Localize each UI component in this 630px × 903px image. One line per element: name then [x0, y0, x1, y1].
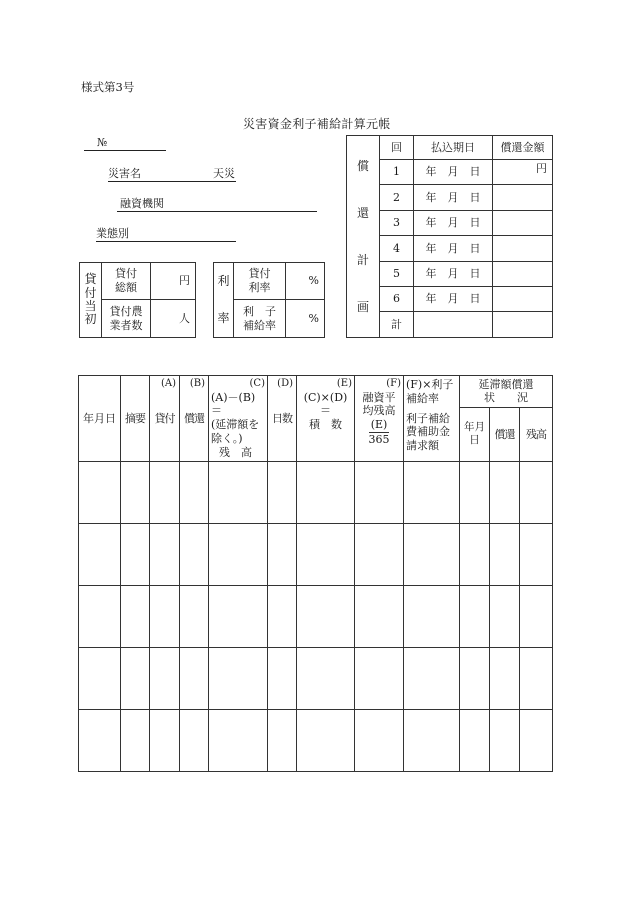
disaster-suffix: 天災	[213, 167, 235, 180]
col-f-denominator: 365	[368, 432, 390, 446]
repay-date: 年 月 日	[414, 262, 493, 287]
institution-label: 融資機関	[120, 197, 164, 210]
repay-date: 年 月 日	[414, 211, 493, 236]
ledger-row	[79, 710, 553, 772]
disaster-label: 災害名	[108, 167, 141, 180]
repay-num: 5	[380, 262, 414, 287]
repay-amount	[493, 262, 553, 287]
form-number: 様式第3号	[81, 80, 135, 94]
repay-num: 2	[380, 185, 414, 211]
repay-amount	[493, 236, 553, 262]
col-h-balance: 残高	[520, 407, 553, 462]
loan-initial-side-label: 貸 付 当 初	[80, 263, 102, 338]
repay-num: 1	[380, 160, 414, 185]
col-header-num: 回	[380, 136, 414, 160]
col-f: (F) 融資平 均残高 (E) 365	[355, 376, 404, 462]
col-f-numerator: (E)	[370, 418, 388, 431]
col-header-date: 払込期日	[414, 136, 493, 160]
repay-num: 4	[380, 236, 414, 262]
ledger-table	[78, 375, 553, 772]
ledger-row	[79, 586, 553, 648]
repay-amount: 円	[493, 160, 553, 185]
repayment-plan-side-label: 償 還 計 画	[347, 136, 380, 338]
col-h-date: 年月日	[460, 407, 490, 462]
loan-total-value: 円	[151, 263, 196, 300]
page-title: 災害資金利子補給計算元帳	[243, 117, 391, 131]
disaster-field	[108, 168, 236, 182]
subsidy-rate-label: 利 子 補給率	[234, 300, 286, 338]
repay-total-amount	[493, 312, 553, 338]
repay-num: 6	[380, 287, 414, 312]
ledger-row	[79, 524, 553, 586]
repayment-plan-table	[346, 135, 553, 338]
repay-num: 3	[380, 211, 414, 236]
loan-rate-label: 貸付 利率	[234, 263, 286, 300]
col-g: (F)×利子 補給率 利子補給 費補助金 請求額	[404, 376, 460, 462]
rate-table	[213, 262, 325, 338]
col-header-amount: 償還金額	[493, 136, 553, 160]
col-d: (D) 日数	[268, 376, 297, 462]
col-c: (C) (A)－(B)＝ (延滞額を 除く。) 残 高	[209, 376, 268, 462]
rate-side-label: 利 率	[214, 263, 234, 338]
loan-total-label: 貸付 総額	[102, 263, 151, 300]
repay-total-label: 計	[380, 312, 414, 338]
col-b: (B) 償還	[180, 376, 209, 462]
loan-farmers-label: 貸付農 業者数	[102, 300, 151, 338]
col-date: 年月日	[79, 376, 121, 462]
institution-field	[117, 198, 317, 212]
repay-amount	[493, 211, 553, 236]
col-summary: 摘要	[121, 376, 150, 462]
ledger-row	[79, 648, 553, 710]
col-a: (A) 貸付	[150, 376, 180, 462]
repay-date: 年 月 日	[414, 287, 493, 312]
col-h-title: 延滞額償還 状 況	[460, 376, 553, 408]
repay-date: 年 月 日	[414, 185, 493, 211]
loan-rate-value: %	[286, 263, 325, 300]
col-e: (E) (C)×(D)＝ 積 数	[297, 376, 355, 462]
repay-amount	[493, 287, 553, 312]
subsidy-rate-value: %	[286, 300, 325, 338]
no-field	[84, 137, 166, 151]
repay-date: 年 月 日	[414, 236, 493, 262]
col-h-repay: 償還	[490, 407, 520, 462]
repay-amount	[493, 185, 553, 211]
repay-date: 年 月 日	[414, 160, 493, 185]
no-label: №	[97, 136, 108, 149]
repay-total-date	[414, 312, 493, 338]
ledger-row	[79, 462, 553, 524]
industry-field	[96, 228, 236, 242]
loan-farmers-value: 人	[151, 300, 196, 338]
industry-label: 業態別	[96, 227, 129, 240]
loan-initial-table	[79, 262, 196, 338]
